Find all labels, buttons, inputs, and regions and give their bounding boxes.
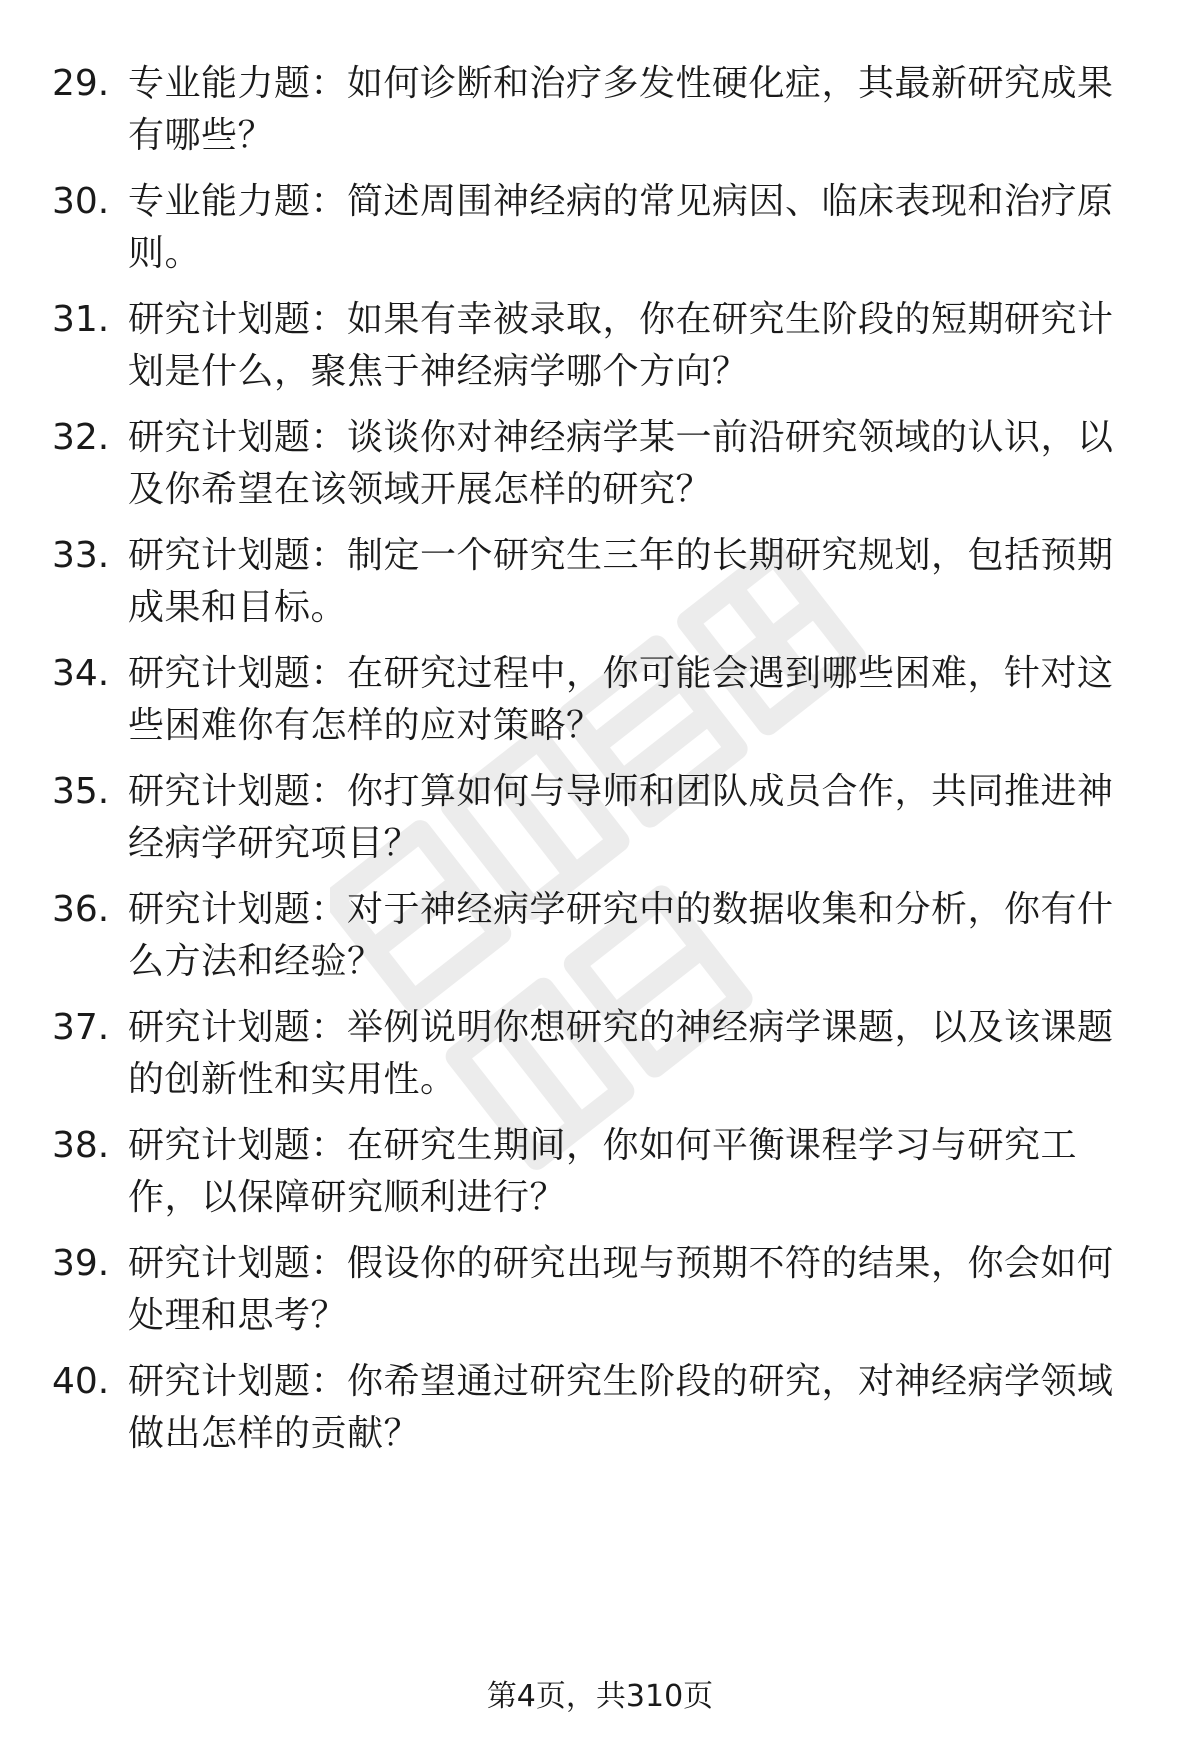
question-text [128, 1120, 1138, 1224]
question-category: 研究计划题： [128, 1007, 348, 1048]
question-text [128, 176, 1138, 280]
question-number: 34. [52, 653, 110, 694]
question-category: 研究计划题： [128, 1243, 348, 1284]
question-category: 研究计划题： [128, 417, 348, 458]
question-item [0, 1002, 1200, 1112]
question-text [128, 412, 1138, 516]
question-item [0, 1356, 1200, 1466]
question-body: 你希望通过研究生阶段的研究，对神经病学领域做出怎样的贡献？ [128, 1361, 1114, 1454]
question-number: 32. [52, 417, 110, 458]
question-body: 谈谈你对神经病学某一前沿研究领域的认识，以及你希望在该领域开展怎样的研究？ [128, 417, 1114, 510]
question-number: 36. [52, 889, 110, 930]
question-number: 31. [52, 299, 110, 340]
question-body: 举例说明你想研究的神经病学课题，以及该课题的创新性和实用性。 [128, 1007, 1114, 1100]
question-body: 简述周围神经病的常见病因、临床表现和治疗原则。 [128, 181, 1114, 274]
question-category: 研究计划题： [128, 299, 348, 340]
question-text [128, 766, 1138, 870]
question-text [128, 1238, 1138, 1342]
question-text [128, 648, 1138, 752]
question-number: 39. [52, 1243, 110, 1284]
question-category: 专业能力题： [128, 63, 348, 104]
question-number: 33. [52, 535, 110, 576]
question-number: 37. [52, 1007, 110, 1048]
question-number: 38. [52, 1125, 110, 1166]
question-body: 如果有幸被录取，你在研究生阶段的短期研究计划是什么，聚焦于神经病学哪个方向？ [128, 299, 1114, 392]
question-text [128, 530, 1138, 634]
question-body: 对于神经病学研究中的数据收集和分析，你有什么方法和经验？ [128, 889, 1114, 982]
question-number: 40. [52, 1361, 110, 1402]
question-item [0, 648, 1200, 758]
question-category: 研究计划题： [128, 653, 348, 694]
question-category: 专业能力题： [128, 181, 348, 222]
question-item [0, 530, 1200, 640]
question-category: 研究计划题： [128, 1125, 348, 1166]
page-footer: 第4页，共310页 [486, 1679, 714, 1714]
question-body: 在研究过程中，你可能会遇到哪些困难，针对这些困难你有怎样的应对策略？ [128, 653, 1114, 746]
question-item [0, 58, 1200, 168]
question-category: 研究计划题： [128, 889, 348, 930]
question-number: 30. [52, 181, 110, 222]
question-body: 假设你的研究出现与预期不符的结果，你会如何处理和思考？ [128, 1243, 1114, 1336]
question-body: 制定一个研究生三年的长期研究规划，包括预期成果和目标。 [128, 535, 1114, 628]
question-text [128, 294, 1138, 398]
question-number: 29. [52, 63, 110, 104]
question-text [128, 1356, 1138, 1460]
question-category: 研究计划题： [128, 535, 348, 576]
question-category: 研究计划题： [128, 1361, 348, 1402]
question-body: 在研究生期间，你如何平衡课程学习与研究工作，以保障研究顺利进行？ [128, 1125, 1078, 1218]
question-item [0, 884, 1200, 994]
question-item [0, 176, 1200, 286]
question-item [0, 412, 1200, 522]
question-category: 研究计划题： [128, 771, 348, 812]
question-item [0, 766, 1200, 876]
question-text [128, 884, 1138, 988]
question-text [128, 1002, 1138, 1106]
question-item [0, 1238, 1200, 1348]
question-item [0, 294, 1200, 404]
question-text [128, 58, 1138, 162]
question-number: 35. [52, 771, 110, 812]
question-body: 你打算如何与导师和团队成员合作，共同推进神经病学研究项目？ [128, 771, 1114, 864]
question-item [0, 1120, 1200, 1230]
question-body: 如何诊断和治疗多发性硬化症，其最新研究成果有哪些？ [128, 63, 1114, 156]
